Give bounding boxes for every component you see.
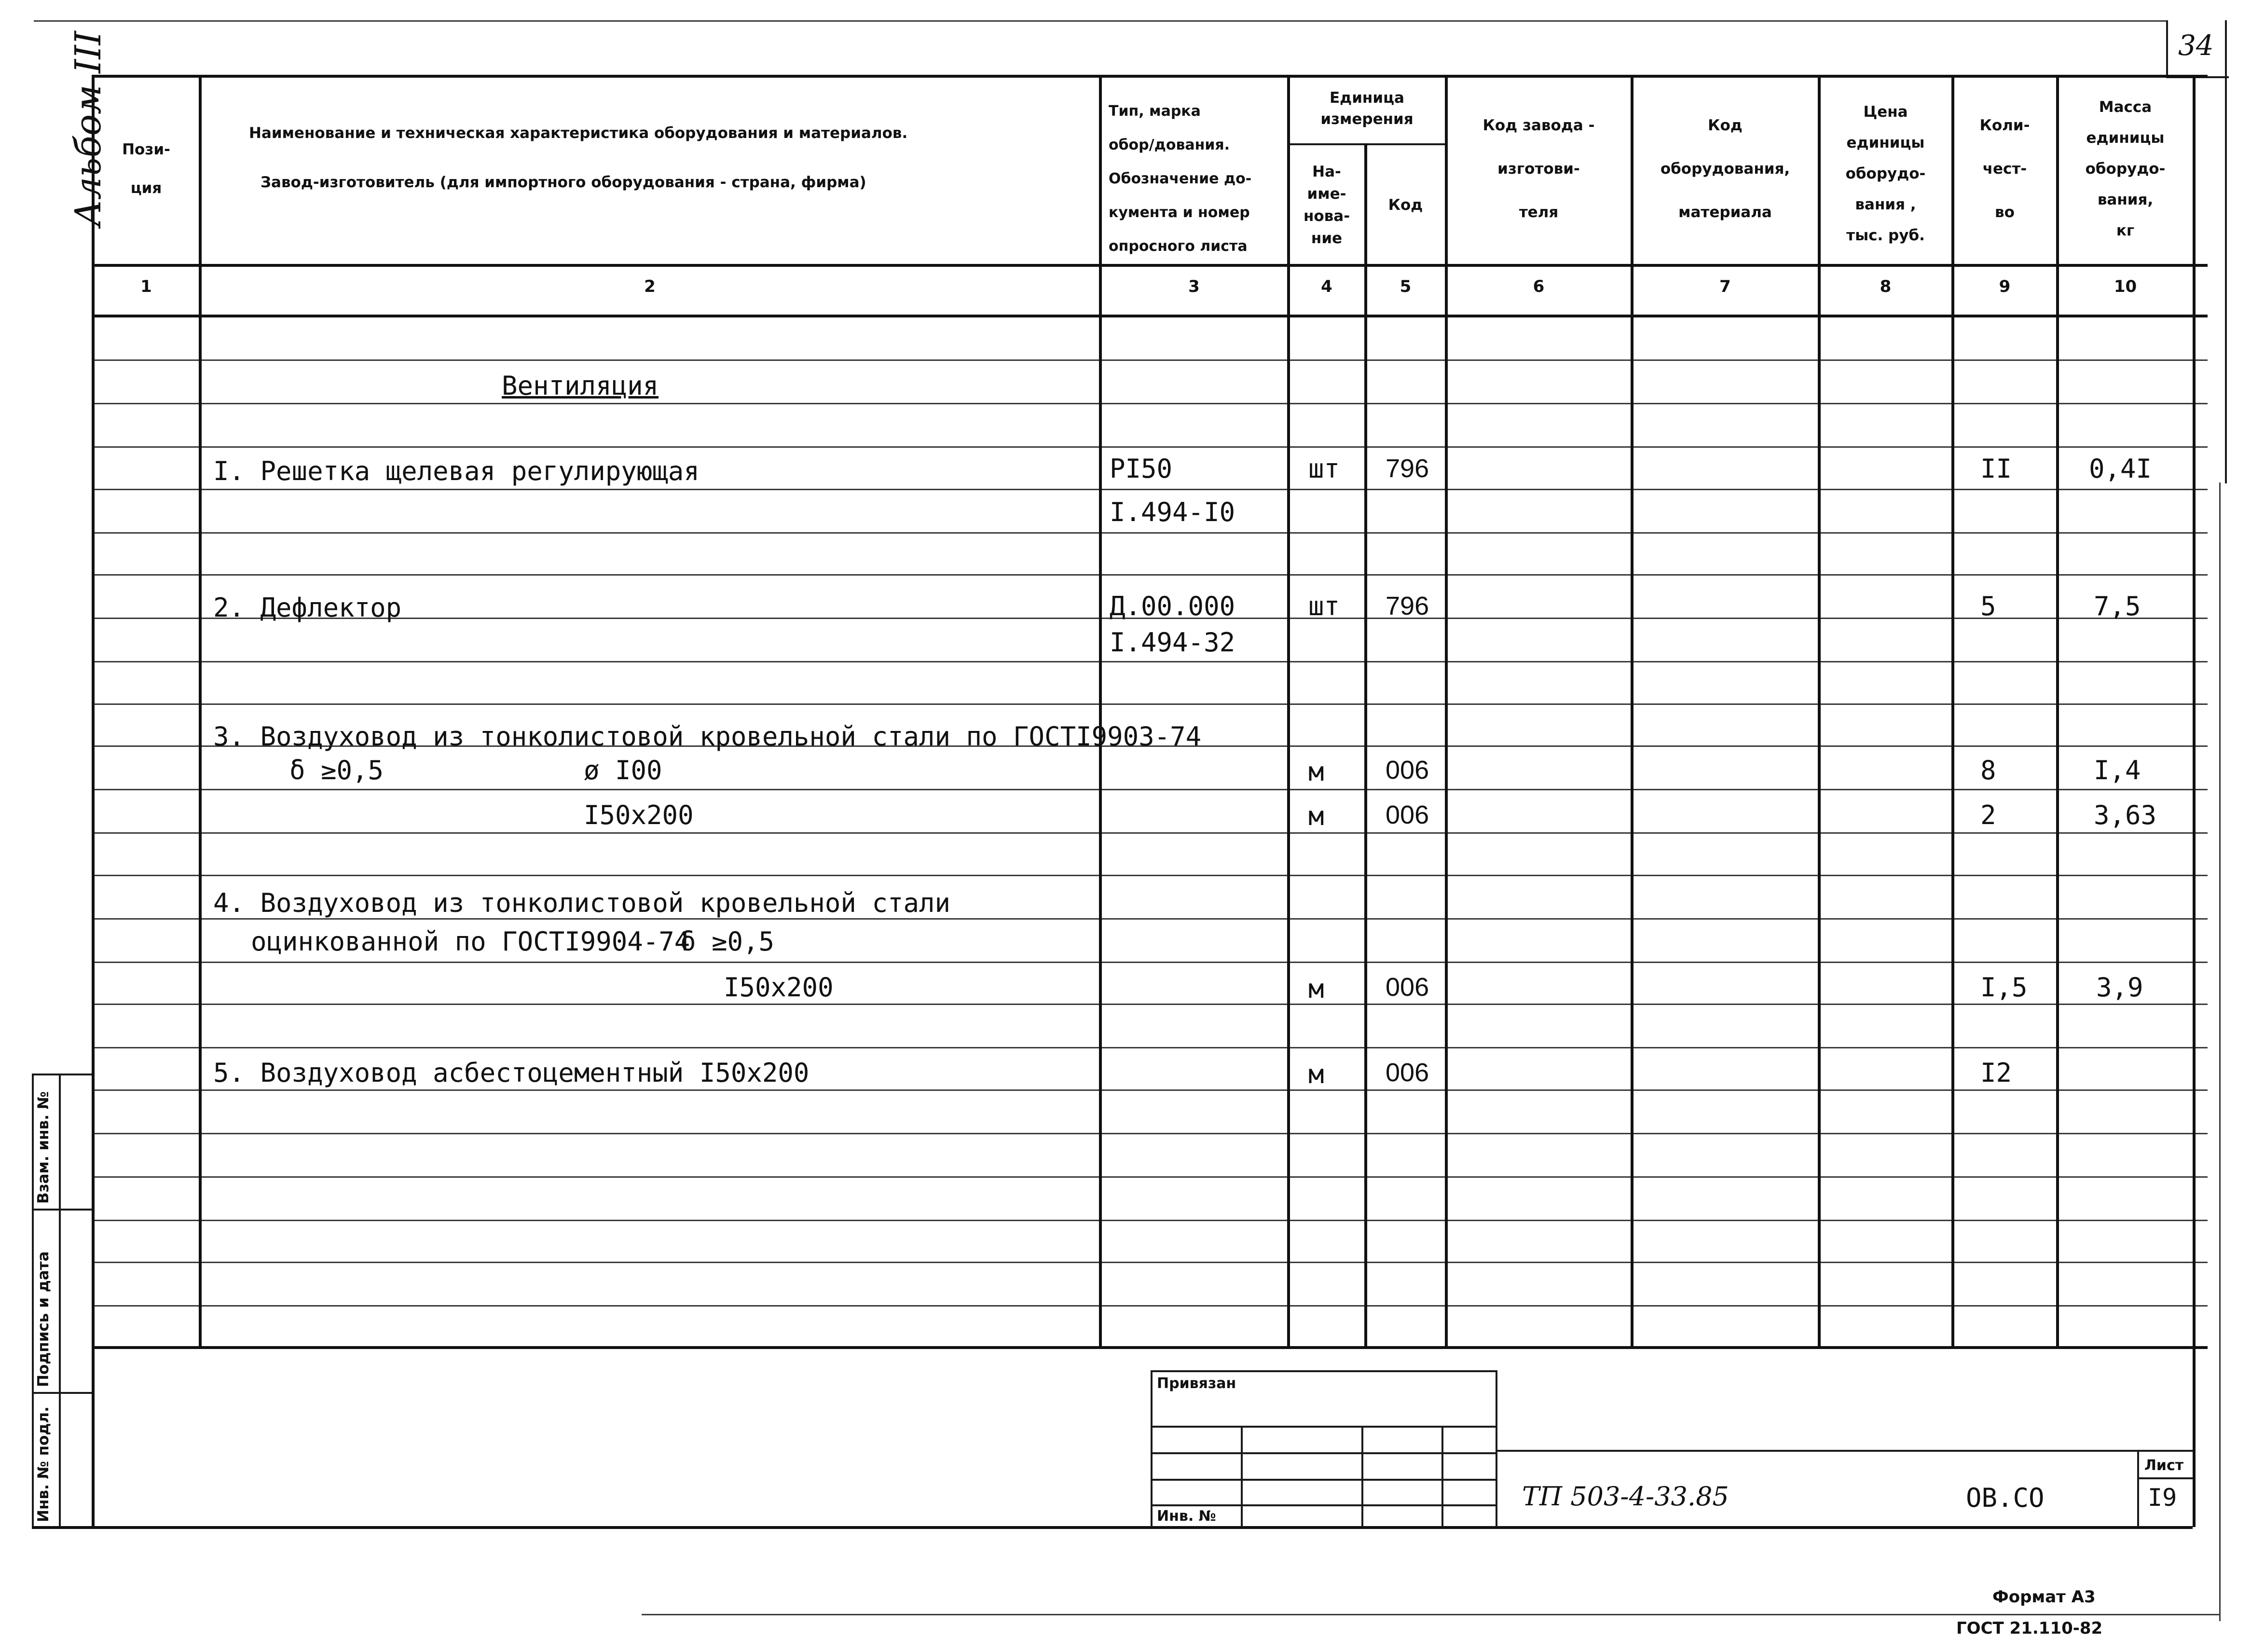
hdr-col3-l1: Тип, марка: [1109, 103, 1201, 120]
hdr-col6-l2: изготови-: [1497, 160, 1580, 178]
item2-mass: 7,5: [2094, 591, 2141, 621]
sheet-cell-split: [2137, 1477, 2193, 1479]
row-line: [92, 532, 2208, 534]
table-top-line: [92, 75, 2208, 78]
item5-name: 5. Воздуховод асбестоцементный I50x200: [213, 1058, 810, 1088]
privyazan-top: [1151, 1370, 1496, 1372]
row-line: [92, 446, 2208, 448]
hdr-col4-l3: нова-: [1303, 207, 1350, 225]
hdr-col8-l4: вания ,: [1855, 196, 1916, 213]
sheet-label: Лист: [2144, 1457, 2184, 1474]
privyazan-left: [1151, 1370, 1153, 1527]
col-number-6: 6: [1533, 277, 1545, 296]
row-line: [92, 661, 2208, 662]
right-border-lower: [2219, 482, 2221, 1621]
item2-unit: шт: [1308, 591, 1340, 621]
row-line: [92, 1004, 2208, 1005]
item1-doc: I.494-I0: [1110, 497, 1235, 527]
item1-unit: шт: [1308, 454, 1340, 484]
sheet-cell-left: [2137, 1450, 2139, 1527]
item4-unit: м: [1308, 974, 1324, 1004]
numbers-bottom-line: [92, 315, 2208, 317]
item2-qty: 5: [1980, 591, 1996, 621]
doc-mark: ОВ.СО: [1966, 1483, 2045, 1513]
item3-sub2-mass: 3,63: [2094, 800, 2157, 830]
side-podpis: Подпись и дата: [35, 1251, 52, 1387]
item1-mass: 0,4I: [2089, 454, 2152, 484]
item5-code: 006: [1386, 1058, 1429, 1087]
header-col6: [1447, 96, 1631, 241]
hdr-col7-l2: оборудования,: [1660, 160, 1790, 178]
item3-thickness: δ ≥0,5: [289, 755, 384, 785]
row-line: [92, 1305, 2208, 1307]
row-line: [92, 1176, 2208, 1178]
item3-name: 3. Воздуховод из тонколистовой кровельной стали по ГОСТI9903-74: [213, 721, 1202, 752]
hdr-col7-l1: Код: [1708, 117, 1743, 134]
hdr-col10-l1: Масса: [2099, 98, 2152, 116]
header-col8: [1820, 92, 1951, 256]
item5-unit: м: [1308, 1059, 1324, 1089]
item3-sub1-qty: 8: [1980, 755, 1996, 785]
side-stamp-line: [32, 1209, 92, 1211]
row-line: [92, 403, 2208, 404]
col-number-7: 7: [1719, 277, 1731, 296]
inv-no-label: Инв. №: [1157, 1508, 1216, 1525]
hdr-col8-l2: единицы: [1846, 134, 1925, 151]
header-col3: [1109, 95, 1287, 263]
col-number-10: 10: [2114, 277, 2137, 296]
item4-qty: I,5: [1980, 972, 2028, 1003]
corner-box-left: [2166, 20, 2168, 78]
stamp-top-line: [1496, 1450, 2193, 1452]
row-line: [92, 832, 2208, 834]
row-line: [92, 574, 2208, 576]
col-number-5: 5: [1400, 277, 1412, 296]
table-bottom-line: [92, 1346, 2208, 1349]
header-col2-line1: Наименование и техническая характеристика оборудования и материалов.: [249, 124, 908, 142]
item4-name-line1: 4. Воздуховод из тонколистовой кровельной стали: [213, 888, 951, 918]
item3-sub2-code: 006: [1386, 800, 1429, 829]
item5-qty: I2: [1980, 1058, 2012, 1088]
row-line: [92, 1262, 2208, 1263]
side-stamp-line: [32, 1392, 92, 1394]
item3-sub2-unit: м: [1308, 801, 1324, 831]
item4-name-line2: оцинкованной по ГОСТI9904-74: [251, 926, 690, 957]
item3-sub1-unit: м: [1308, 757, 1324, 787]
hdr-col10-l4: вания,: [2097, 191, 2154, 208]
item4-mass: 3,9: [2096, 972, 2143, 1003]
section-title: Вентиляция: [502, 371, 659, 401]
doc-code: ТП 503-4-33.85: [1522, 1481, 1729, 1512]
privyazan-row: [1151, 1504, 1496, 1506]
item1-code: 796: [1386, 454, 1429, 483]
hdr-col3-l5: опросного листа: [1109, 238, 1248, 255]
right-border-line: [2225, 20, 2227, 483]
col-line-9: [2056, 75, 2059, 1346]
privyazan-row: [1151, 1426, 1496, 1428]
row-line: [92, 789, 2208, 790]
footer-line: [642, 1614, 2219, 1615]
header-col10: [2058, 87, 2193, 251]
col-number-2: 2: [644, 277, 656, 296]
col-line-5: [1445, 75, 1448, 1346]
item1-type: PI50: [1110, 454, 1173, 484]
hdr-col7-l3: материала: [1678, 204, 1772, 221]
col-line-3: [1287, 75, 1290, 1346]
item4-size: I50x200: [724, 972, 834, 1003]
privyazan-col: [1241, 1426, 1243, 1527]
hdr-col3-l3: Обозначение до-: [1109, 170, 1252, 187]
col-line-7: [1818, 75, 1821, 1346]
col-line-2: [1099, 75, 1102, 1346]
hdr-col6-l3: теля: [1519, 204, 1559, 221]
hdr-col1-l1: Пози-: [122, 141, 170, 158]
row-line: [92, 1047, 2208, 1048]
hdr-col4-l1: На-: [1312, 163, 1341, 180]
header-bottom-line: [92, 264, 2208, 267]
item4-code: 006: [1386, 973, 1429, 1002]
row-line: [92, 489, 2208, 490]
hdr-col3-l2: обор/дования.: [1109, 137, 1230, 153]
row-line: [92, 1133, 2208, 1134]
item2-doc: I.494-32: [1110, 627, 1235, 658]
header-col7: [1633, 96, 1818, 241]
title-bottom-line: [92, 1526, 2193, 1529]
hdr-col3-l4: кумента и номер: [1109, 204, 1250, 221]
row-line: [92, 359, 2208, 361]
privyazan-col: [1441, 1426, 1443, 1527]
col-line-8: [1951, 75, 1954, 1346]
hdr-col8-l1: Цена: [1863, 103, 1908, 121]
col-number-9: 9: [1999, 277, 2011, 296]
hdr-col8-l3: оборудо-: [1845, 165, 1926, 182]
item3-sub2-size: I50x200: [584, 800, 694, 830]
hdr-col10-l5: кг: [2116, 222, 2135, 239]
hdr-col4-l2: име-: [1307, 185, 1346, 203]
item1-name: I. Решетка щелевая регулирующая: [213, 456, 700, 486]
format-label: Формат А3: [1992, 1587, 2096, 1607]
hdr-col10-l2: единицы: [2086, 129, 2165, 147]
privyazan-row: [1151, 1479, 1496, 1481]
side-stamp-line: [32, 1526, 92, 1529]
side-vzam: Взам. инв. №: [35, 1091, 52, 1204]
item3-sub1-code: 006: [1386, 756, 1429, 785]
side-stamp-line: [32, 1074, 92, 1075]
top-border-line: [34, 20, 2166, 22]
item4-thickness: δ ≥0,5: [680, 926, 775, 957]
gost-label: ГОСТ 21.110-82: [1956, 1619, 2103, 1638]
side-inv: Инв. № подл.: [35, 1406, 52, 1522]
hdr-unit-l2: измерения: [1320, 110, 1414, 128]
header-col2-line2: Завод-изготовитель (для импортного оборудования - страна, фирма): [261, 174, 866, 191]
item1-qty: II: [1980, 454, 2012, 484]
row-line: [92, 703, 2208, 705]
hdr-unit-l1: Единица: [1330, 89, 1404, 107]
row-line: [92, 918, 2208, 920]
row-line: [92, 875, 2208, 876]
hdr-col5: Код: [1388, 196, 1423, 214]
item2-code: 796: [1386, 592, 1429, 620]
hdr-col1-l2: ция: [130, 179, 162, 197]
album-mark: Альбом III: [68, 31, 109, 227]
row-line: [92, 962, 2208, 963]
col-line-10: [2193, 75, 2196, 1527]
sheet-number: I9: [2148, 1484, 2177, 1512]
item2-name: 2. Дефлектор: [213, 592, 402, 623]
privyazan-col: [1361, 1426, 1363, 1527]
hdr-col9-l1: Коли-: [1979, 117, 2030, 134]
hdr-col9-l3: во: [1995, 204, 2015, 221]
col-number-1: 1: [140, 277, 152, 296]
hdr-col6-l1: Код завода -: [1482, 117, 1595, 134]
col-line-1: [199, 75, 202, 1346]
privyazan-label: Привязан: [1157, 1375, 1236, 1392]
privyazan-right: [1496, 1370, 1497, 1527]
header-col5: [1366, 150, 1445, 261]
row-line: [92, 1089, 2208, 1091]
side-stamp-left: [32, 1074, 34, 1527]
item3-sub2-qty: 2: [1980, 800, 1996, 830]
hdr-col4-l4: ние: [1311, 230, 1343, 247]
col-number-3: 3: [1188, 277, 1200, 296]
col-line-6: [1631, 75, 1633, 1346]
header-unit-group: [1289, 80, 1445, 138]
header-col-position: [94, 96, 199, 241]
col-number-4: 4: [1321, 277, 1332, 296]
header-col4: [1289, 150, 1364, 261]
hdr-col10-l3: оборудо-: [2085, 160, 2166, 178]
col-line-4: [1364, 143, 1367, 1346]
side-stamp-mid: [59, 1074, 61, 1527]
row-line: [92, 1220, 2208, 1221]
header-col9: [1953, 96, 2056, 241]
hdr-col9-l2: чест-: [1982, 160, 2027, 178]
col-number-8: 8: [1880, 277, 1892, 296]
unit-group-line: [1289, 143, 1447, 145]
item2-type: Д.00.000: [1110, 591, 1235, 621]
sheet-corner-number: 34: [2178, 29, 2214, 62]
item3-sub1-mass: I,4: [2094, 755, 2141, 785]
privyazan-row: [1151, 1452, 1496, 1454]
item3-sub1-size: ø I00: [584, 755, 662, 785]
hdr-col8-l5: тыс. руб.: [1846, 227, 1925, 244]
